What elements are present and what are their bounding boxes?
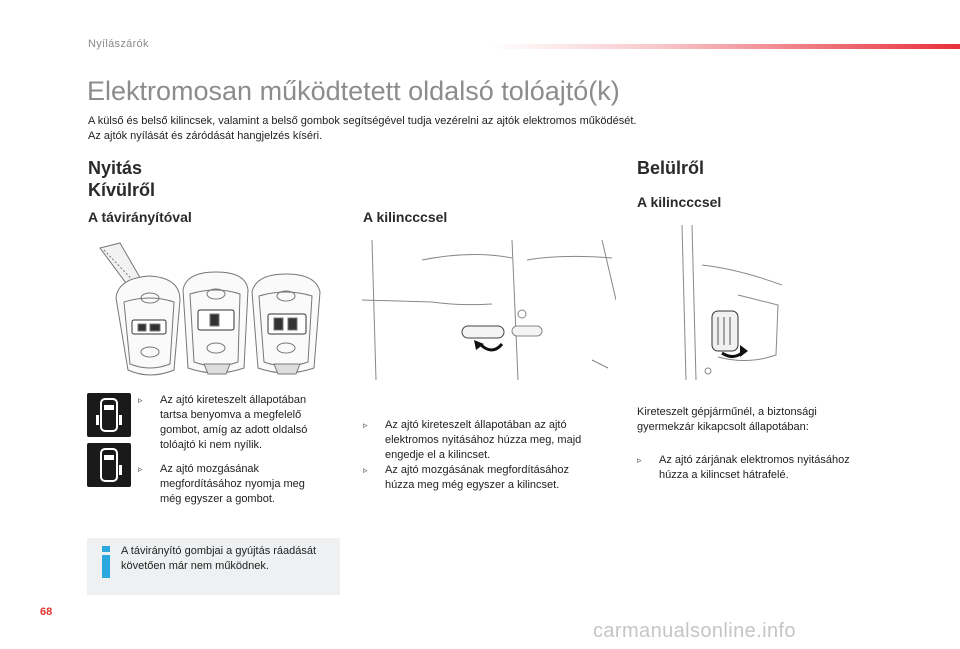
remote-bullet-1: ▹ Az ajtó kireteszelt állapotában tartsa benyomva a megfelelő gombot, amíg az adott oldalsó tolóajtó ki nem nyílik. [138, 394, 308, 451]
intro-text [88, 114, 636, 144]
outside-handle-bullet-1: ▹ Az ajtó kireteszelt állapotában az ajtó elektromos nyitásához húzza meg, majd engedje el a kilincset. [363, 419, 582, 461]
intro-line-1: A külső és belső kilincsek, valamint a belső gombok segítségével tudja vezérelni az ajtók elektromos működését. [88, 115, 637, 127]
outside-subheading: Kívülről [88, 180, 156, 200]
watermark: carmanualsonline.info [593, 620, 796, 642]
bullet-mark: ▹ [138, 464, 143, 474]
inside-heading: Belülről [637, 158, 705, 178]
bullet-mark: ▹ [363, 420, 368, 430]
info-text: A távirányító gombjai a gyújtás ráadását követően már nem működnek. [121, 545, 317, 572]
inside-handle-heading: A kilincccsel [637, 194, 722, 210]
info-icon [100, 544, 112, 580]
outside-handle-illustration [362, 240, 616, 380]
header-accent-bar [490, 44, 960, 49]
bullet-mark: ▹ [363, 465, 368, 475]
remote-bullet-2: ▹ Az ajtó mozgásának megfordításához nyomja meg még egyszer a gombot. [138, 463, 305, 505]
intro-line-2: Az ajtók nyílását és záródását hangjelzés kíséri. [88, 130, 323, 142]
outside-handle-heading: A kilincccsel [363, 209, 448, 225]
van-side-door-right-icon [87, 443, 131, 487]
inside-bullet-1: ▹ Az ajtó zárjának elektromos nyitásához húzza a kilincset hátrafelé. [637, 454, 850, 481]
outside-handle-bullet-2: ▹ Az ajtó mozgásának megfordításához húzza meg még egyszer a kilincset. [363, 464, 570, 491]
remote-keys-illustration [88, 240, 338, 380]
section-label: Nyílászárók [88, 38, 149, 50]
bullet-mark: ▹ [637, 455, 642, 465]
opening-heading: Nyitás [88, 158, 143, 178]
inside-handle-illustration [678, 225, 782, 380]
page-title: Elektromosan működtetett oldalsó tolóajtó(k) [87, 76, 620, 106]
inside-paragraph: Kireteszelt gépjárműnél, a biztonsági gyermekzár kikapcsolt állapotában: [637, 406, 817, 433]
remote-heading: A távirányítóval [88, 209, 192, 225]
info-note [87, 538, 340, 595]
page-number: 68 [40, 606, 53, 618]
van-side-door-open-icon [87, 393, 131, 437]
bullet-mark: ▹ [138, 395, 143, 405]
